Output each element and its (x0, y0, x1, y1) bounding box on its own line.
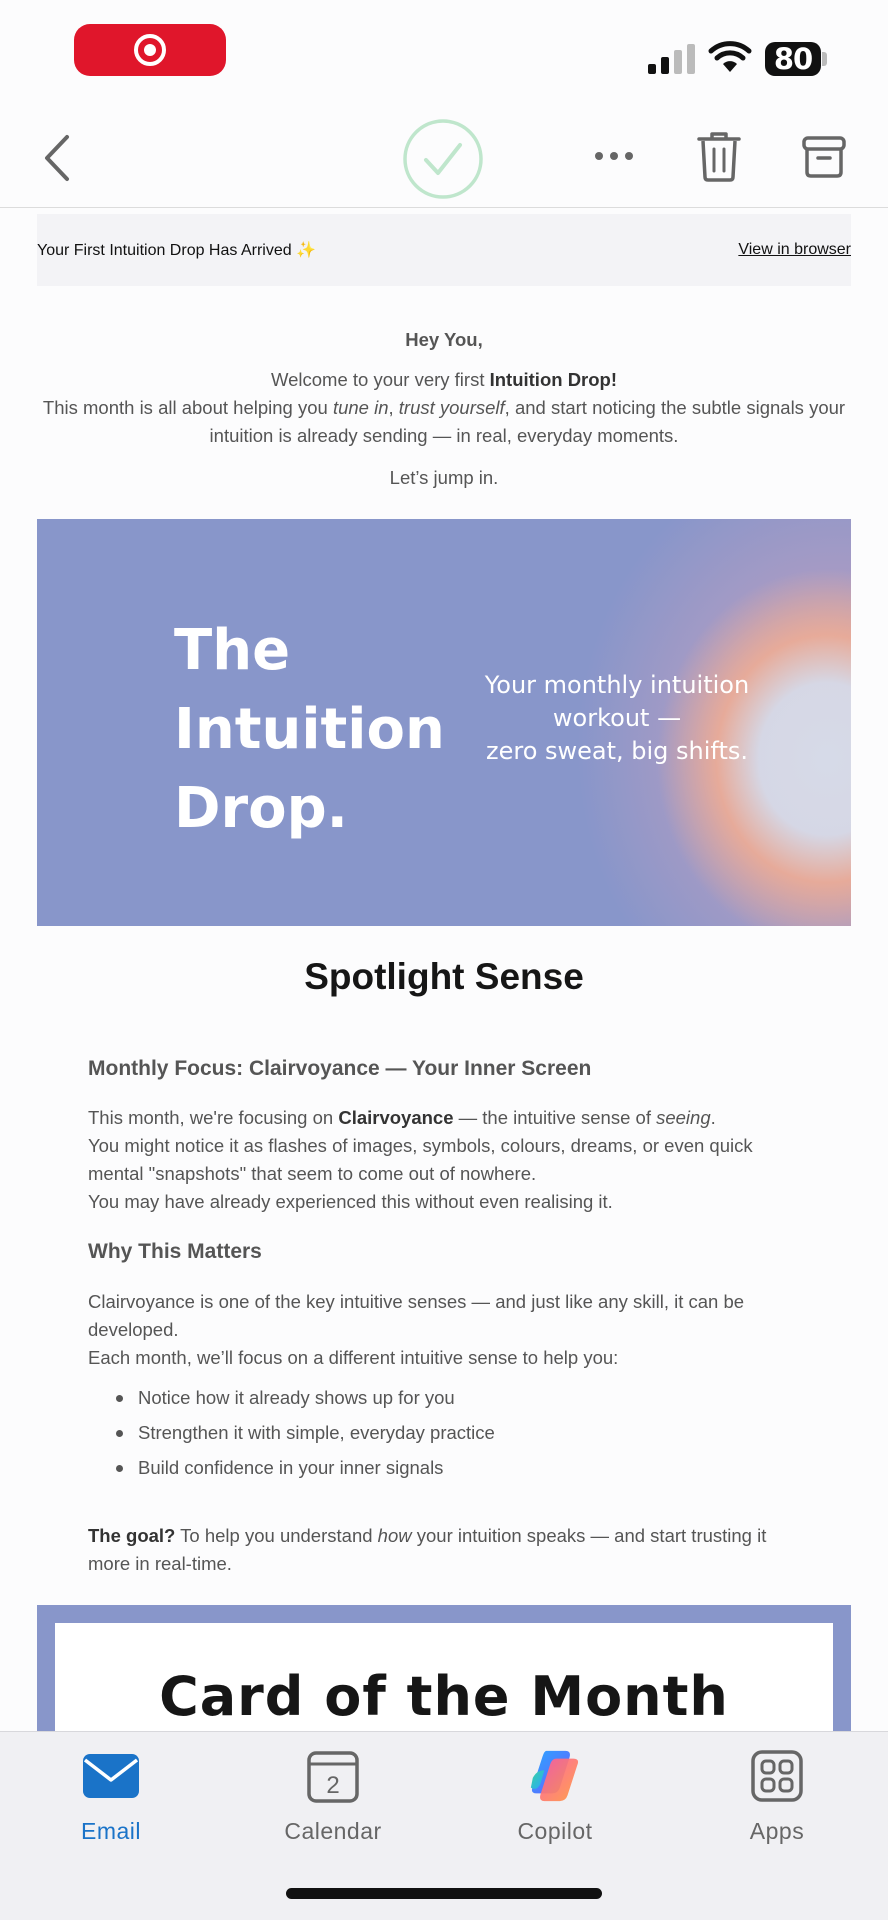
section-heading: Why This Matters (88, 1240, 262, 1263)
welcome-text: Welcome to your very first (270, 369, 490, 390)
goal-bold: The goal? (88, 1525, 176, 1546)
intro-paragraph (37, 394, 851, 450)
focus-text-c: . (710, 1107, 716, 1128)
hero-banner (37, 519, 851, 926)
tab-label: Email (80, 1818, 141, 1844)
list-item: Notice how it already shows up for you (112, 1384, 495, 1419)
hero-title-line: The (174, 618, 291, 683)
battery-level: 80 (765, 42, 821, 76)
home-indicator[interactable] (286, 1888, 602, 1899)
focus-paragraph-3: You may have already experienced this without even realising it. (88, 1191, 613, 1212)
ellipsis-icon (594, 151, 634, 161)
why-bullet-list (112, 1384, 495, 1489)
why-body (88, 1288, 808, 1372)
hero-title-line: Drop. (174, 776, 348, 841)
archive-button[interactable] (800, 132, 848, 182)
hero-tagline-line: Your monthly intuition (484, 671, 750, 699)
copilot-icon (527, 1748, 583, 1804)
section-heading: Monthly Focus: Clairvoyance — Your Inner Screen (88, 1057, 592, 1080)
jump-in-line: Let’s jump in. (389, 467, 499, 488)
archive-icon (801, 134, 847, 180)
wifi-icon (708, 40, 752, 74)
welcome-line (37, 366, 851, 394)
calendar-day: 2 (326, 1772, 340, 1799)
mark-done-button[interactable] (402, 118, 484, 200)
goal-text-b: your intuition speaks — and start trusting it more in real-time. (88, 1525, 767, 1574)
battery-cap (822, 52, 827, 66)
intro-tune-in: tune in (332, 397, 389, 418)
hero-tagline-line: zero sweat, big shifts. (485, 737, 748, 765)
status-bar (0, 0, 888, 100)
spotlight-title: Spotlight Sense (304, 956, 584, 997)
goal-text-a: To help you understand (175, 1525, 378, 1546)
hero-title (174, 611, 445, 848)
focus-paragraph-1 (88, 1104, 808, 1132)
welcome-bold: Intuition Drop! (489, 369, 618, 390)
why-paragraph-2: Each month, we’ll focus on a different intuitive sense to help you: (88, 1347, 619, 1368)
email-preheader (37, 214, 851, 286)
email-intro (37, 326, 851, 492)
more-options-button[interactable] (590, 136, 638, 176)
hero-tagline (467, 669, 767, 768)
monthly-focus-body (88, 1104, 808, 1216)
tab-label: Copilot (517, 1818, 593, 1844)
tab-copilot[interactable] (475, 1748, 635, 1845)
tab-apps[interactable] (697, 1748, 857, 1845)
greeting: Hey You, (405, 329, 483, 350)
list-item: Strengthen it with simple, everyday practice (112, 1419, 495, 1454)
battery-indicator (765, 42, 827, 76)
hero-title-line: Intuition (174, 697, 445, 762)
monthly-focus-heading (88, 1055, 808, 1083)
goal-paragraph (88, 1522, 808, 1578)
record-icon (134, 34, 166, 66)
card-of-month-section (37, 1605, 851, 1735)
back-button[interactable] (34, 130, 78, 186)
tab-email[interactable] (31, 1748, 191, 1845)
intro-text-c: , and start noticing the subtle signals your intuition is already sending — in real, everyday moments. (209, 397, 846, 446)
tab-label: Apps (749, 1818, 805, 1844)
focus-text-a: This month, we're focusing on (88, 1107, 339, 1128)
focus-bold: Clairvoyance (338, 1107, 454, 1128)
checkmark-circle-icon (402, 118, 484, 200)
intro-trust: trust yourself (398, 397, 505, 418)
email-toolbar (0, 100, 888, 208)
preheader-subject: Your First Intuition Drop Has Arrived ✨ (37, 242, 316, 259)
focus-text-b: — the intuitive sense of (453, 1107, 657, 1128)
trash-icon (695, 129, 743, 183)
intro-text-b: , (388, 397, 399, 418)
goal-italic: how (377, 1525, 412, 1546)
chevron-left-icon (41, 133, 71, 183)
card-of-month-title: Card of the Month (159, 1665, 729, 1728)
hero-tagline-line: workout — (552, 704, 682, 732)
why-heading (88, 1238, 808, 1266)
list-item: Build confidence in your inner signals (112, 1454, 495, 1489)
delete-button[interactable] (694, 128, 744, 184)
envelope-icon (83, 1748, 139, 1804)
focus-paragraph-2: You might notice it as flashes of images, symbols, colours, dreams, or even quick mental "snapshots" that seem to come out of nowhere. (88, 1135, 753, 1184)
calendar-icon (305, 1748, 361, 1804)
apps-grid-icon (749, 1748, 805, 1804)
intro-text-a: This month is all about helping you (42, 397, 333, 418)
cellular-signal-icon (648, 44, 696, 74)
screen-recording-indicator[interactable] (74, 24, 226, 76)
tab-label: Calendar (284, 1818, 382, 1844)
why-paragraph-1: Clairvoyance is one of the key intuitive senses — and just like any skill, it can be developed. (88, 1291, 745, 1340)
view-in-browser-link[interactable]: View in browser (738, 241, 851, 258)
tab-calendar[interactable] (253, 1748, 413, 1845)
focus-italic: seeing (656, 1107, 711, 1128)
